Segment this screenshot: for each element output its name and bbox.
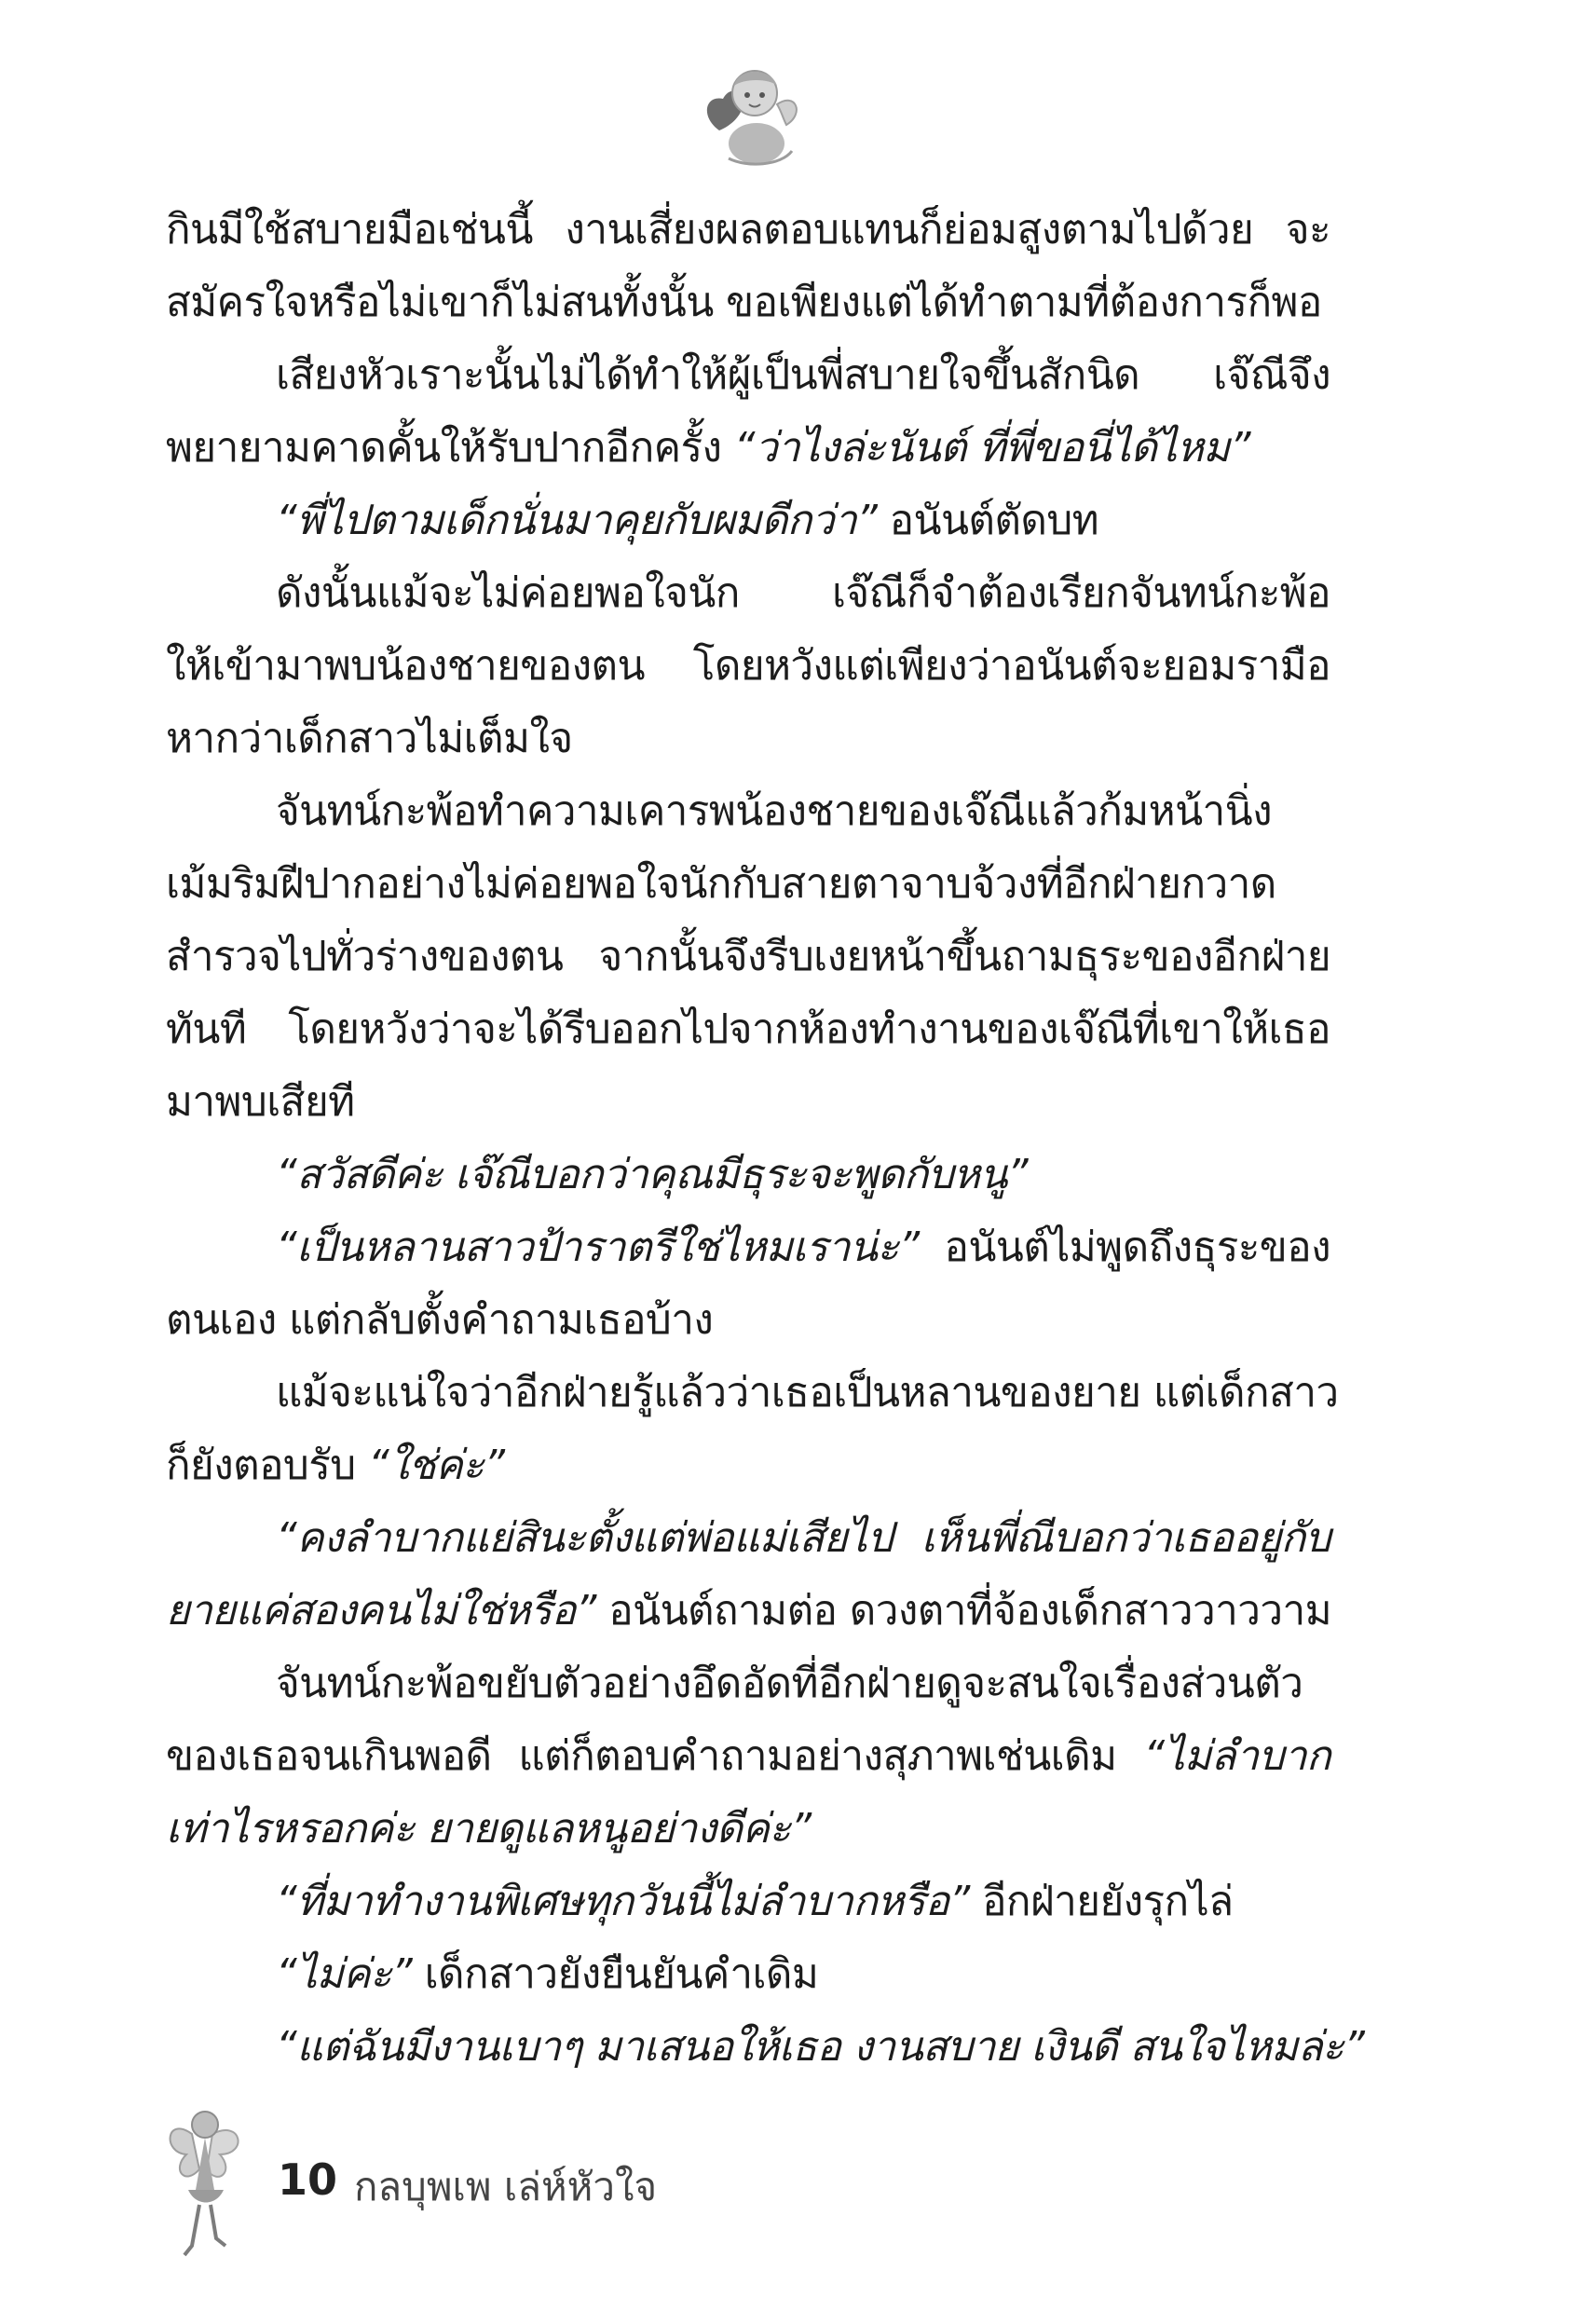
narration-text: ก็ยังตอบรับ bbox=[166, 1442, 368, 1489]
text-line bbox=[166, 1502, 1330, 1575]
dialogue-quote: “พี่ไปตามเด็กนั่นมาคุยกับผมดีกว่า” bbox=[276, 497, 878, 544]
body-text bbox=[166, 194, 1365, 2084]
text-line bbox=[166, 1793, 1330, 1866]
narration-text: กินมีใช้สบายมือเช่นนี้ งานเสี่ยงผลตอบแทนก็ย่อมสูงตามไปด้วย จะ bbox=[166, 206, 1330, 253]
text-line bbox=[166, 267, 1330, 339]
cupid-heart-ornament-icon bbox=[691, 58, 807, 173]
dialogue-quote: ยายแค่สองคนไม่ใช่หรือ” bbox=[166, 1587, 596, 1634]
dialogue-quote: “คงลำบากแย่สินะตั้งแต่พ่อแม่เสียไป เห็นพี่ณีบอกว่าเธออยู่กับ bbox=[276, 1514, 1330, 1562]
text-line bbox=[166, 1648, 1330, 1720]
page-footer bbox=[158, 2097, 811, 2264]
text-line bbox=[166, 775, 1330, 848]
dialogue-quote: “ไม่ค่ะ” bbox=[276, 1950, 413, 1998]
text-line bbox=[166, 848, 1330, 921]
narration-text: ตนเอง แต่กลับตั้งคำถามเธอบ้าง bbox=[166, 1296, 714, 1344]
text-line bbox=[166, 557, 1330, 630]
dialogue-quote: “ไม่ลำบาก bbox=[1143, 1732, 1330, 1780]
narration-text: จันทน์กะพ้อขยับตัวอย่างอึดอัดที่อีกฝ่ายดูจะสนใจเรื่องส่วนตัว bbox=[276, 1660, 1303, 1707]
book-title: กลบุพเพ เล่ห์หัวใจ bbox=[354, 2164, 658, 2209]
text-line bbox=[166, 1139, 1330, 1211]
narration-text: อนันต์ถามต่อ ดวงตาที่จ้องเด็กสาววาววาม bbox=[595, 1587, 1331, 1634]
narration-text: เสียงหัวเราะนั้นไม่ได้ทำให้ผู้เป็นพี่สบายใจขึ้นสักนิด เจ๊ณีจึง bbox=[276, 351, 1330, 399]
dialogue-quote: “เป็นหลานสาวป้าราตรีใช่ไหมเราน่ะ” bbox=[276, 1224, 920, 1271]
narration-text: มาพบเสียที bbox=[166, 1078, 355, 1126]
narration-text: หากว่าเด็กสาวไม่เต็มใจ bbox=[166, 715, 573, 762]
narration-text: แม้จะแน่ใจว่าอีกฝ่ายรู้แล้วว่าเธอเป็นหลานของยาย แต่เด็กสาว bbox=[276, 1369, 1339, 1416]
narration-text: ให้เข้ามาพบน้องชายของตน โดยหวังแต่เพียงว่าอนันต์จะยอมรามือ bbox=[166, 642, 1330, 690]
narration-text: อีกฝ่ายยังรุกไล่ bbox=[969, 1878, 1234, 1925]
dialogue-quote: “สวัสดีค่ะ เจ๊ณีบอกว่าคุณมีธุระจะพูดกับหนู” bbox=[276, 1151, 1029, 1198]
text-line bbox=[166, 412, 1330, 485]
fairy-figure-icon bbox=[158, 2097, 252, 2264]
narration-text: ทันที โดยหวังว่าจะได้รีบออกไปจากห้องทำงานของเจ๊ณีที่เขาให้เธอ bbox=[166, 1005, 1330, 1053]
text-line bbox=[166, 1938, 1330, 2011]
text-line bbox=[166, 1429, 1330, 1502]
text-line bbox=[166, 921, 1330, 993]
text-line bbox=[166, 1720, 1330, 1793]
narration-text: สมัครใจหรือไม่เขาก็ไม่สนทั้งนั้น ขอเพียงแต่ได้ทำตามที่ต้องการก็พอ bbox=[166, 279, 1322, 326]
narration-text: จันทน์กะพ้อทำความเคารพน้องชายของเจ๊ณีแล้วก้มหน้านิ่ง bbox=[276, 787, 1273, 835]
narration-text: อนันต์ไม่พูดถึงธุระของ bbox=[919, 1224, 1330, 1271]
narration-text: อนันต์ตัดบท bbox=[877, 497, 1099, 544]
text-line bbox=[166, 2011, 1365, 2084]
dialogue-quote: “ใช่ค่ะ” bbox=[368, 1442, 505, 1489]
dialogue-quote: “ที่มาทำงานพิเศษทุกวันนี้ไม่ลำบากหรือ” bbox=[276, 1878, 970, 1925]
dialogue-quote: “ว่าไงล่ะนันต์ ที่พี่ขอนี่ได้ไหม” bbox=[733, 424, 1250, 472]
narration-text: เด็กสาวยังยืนยันคำเดิม bbox=[412, 1950, 819, 1998]
text-line bbox=[166, 1284, 1330, 1357]
text-line bbox=[166, 1357, 1339, 1429]
page-number: 10 bbox=[278, 2154, 338, 2205]
dialogue-quote: เท่าไรหรอกค่ะ ยายดูแลหนูอย่างดีค่ะ” bbox=[166, 1805, 812, 1853]
text-line bbox=[166, 630, 1330, 703]
narration-text: ของเธอจนเกินพอดี แต่ก็ตอบคำถามอย่างสุภาพเช่นเดิม bbox=[166, 1732, 1144, 1780]
narration-text: เม้มริมฝีปากอย่างไม่ค่อยพอใจนักกับสายตาจาบจ้วงที่อีกฝ่ายกวาด bbox=[166, 860, 1276, 908]
text-line bbox=[166, 993, 1330, 1066]
text-line bbox=[166, 485, 1330, 557]
narration-text: พยายามคาดคั้นให้รับปากอีกครั้ง bbox=[166, 424, 734, 472]
narration-text: ดังนั้นแม้จะไม่ค่อยพอใจนัก เจ๊ณีก็จำต้องเรียกจันทน์กะพ้อ bbox=[276, 569, 1330, 617]
text-line bbox=[166, 1575, 1330, 1648]
text-line bbox=[166, 1066, 1330, 1139]
dialogue-quote: “แต่ฉันมีงานเบาๆ มาเสนอให้เธอ งานสบาย เงินดี สนใจไหมล่ะ” bbox=[276, 2023, 1365, 2071]
text-line bbox=[166, 703, 1330, 775]
text-line bbox=[166, 194, 1330, 267]
text-line bbox=[166, 1866, 1330, 1938]
narration-text: สำรวจไปทั่วร่างของตน จากนั้นจึงรีบเงยหน้าขึ้นถามธุระของอีกฝ่าย bbox=[166, 933, 1330, 980]
text-line bbox=[166, 339, 1330, 412]
text-line bbox=[166, 1211, 1330, 1284]
